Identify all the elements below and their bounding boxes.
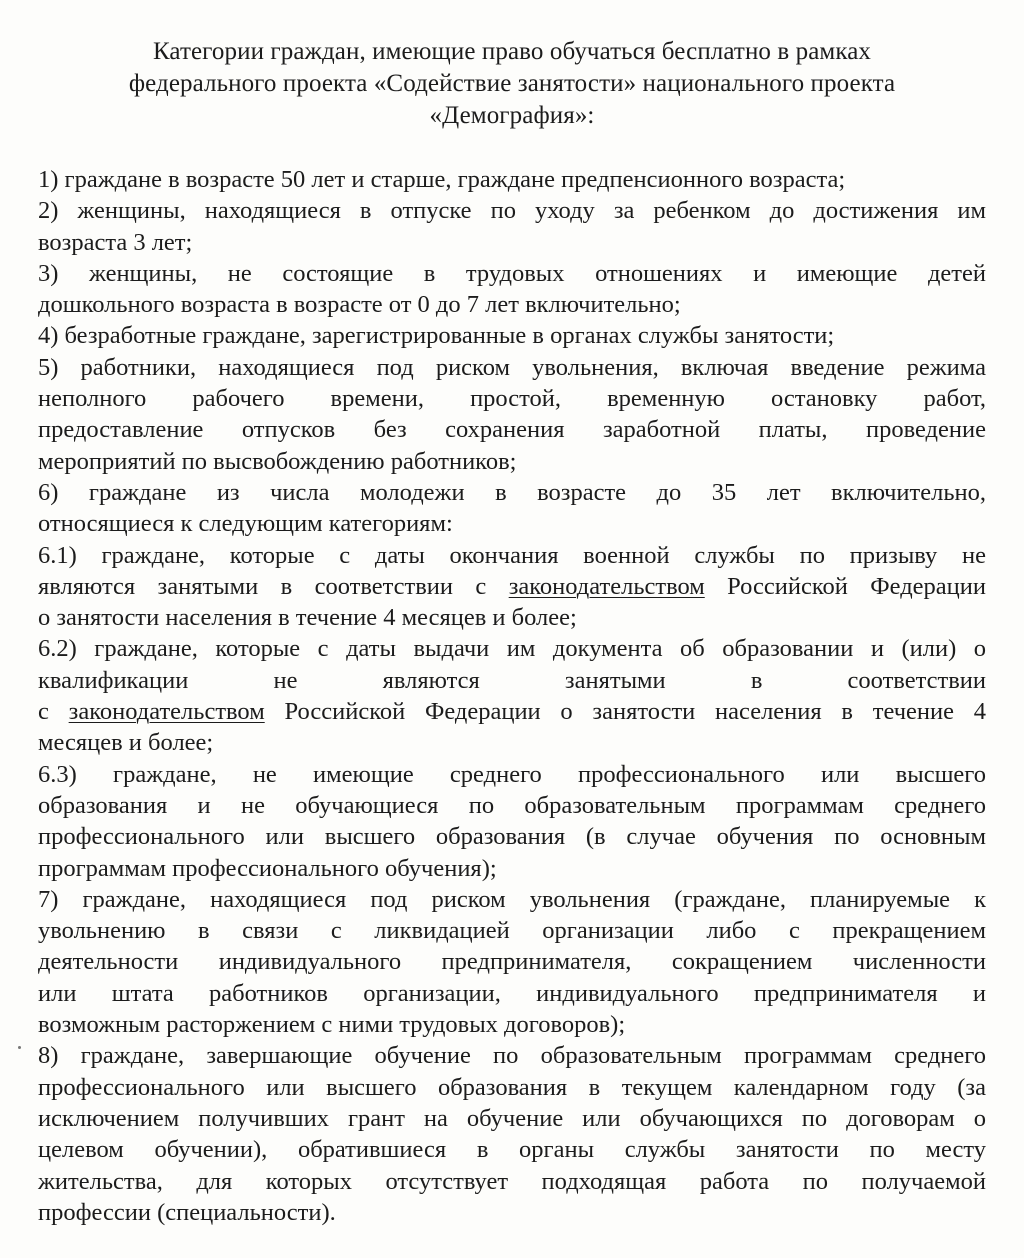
text-line: профессионального или высшего образования (в случае обучения по основным — [38, 823, 986, 851]
text-line — [38, 571, 986, 602]
list-item-4 — [38, 320, 986, 351]
list-item-8 — [38, 1040, 986, 1228]
text-segment: с — [38, 698, 69, 726]
list-item-7 — [38, 884, 986, 1040]
text-line: 1) граждане в возрасте 50 лет и старше, граждане предпенсионного возраста; — [38, 166, 846, 193]
text-line: 7) граждане, находящиеся под риском увольнения (граждане, планируемые к — [38, 885, 986, 913]
list-item-5 — [38, 352, 986, 477]
text-line: профессии (специальности). — [38, 1198, 336, 1226]
document-title — [60, 36, 964, 132]
text-line: жительства, для которых отсутствует подходящая работа по получаемой — [38, 1167, 986, 1195]
text-line: образования и не обучающиеся по образовательным программам среднего — [38, 791, 986, 819]
title-line: «Демография»: — [429, 102, 595, 129]
title-line: Категории граждан, имеющие право обучаться бесплатно в рамках — [152, 38, 872, 65]
text-line: 3) женщины, не состоящие в трудовых отношениях и имеющие детей — [38, 259, 986, 287]
text-line: 6) граждане из числа молодежи в возрасте до 35 лет включительно, — [38, 478, 986, 506]
text-line: 6.2) граждане, которые с даты выдачи им документа об образовании и (или) о — [38, 635, 986, 663]
text-line: дошкольного возраста в возрасте от 0 до 7 лет включительно; — [38, 291, 681, 319]
text-line: целевом обучении), обратившиеся в органы службы занятости по месту — [38, 1136, 986, 1164]
scan-speck — [18, 1046, 21, 1049]
text-line: возможным расторжением с ними трудовых договоров); — [38, 1011, 626, 1039]
text-line: 4) безработные граждане, зарегистрированные в органах службы занятости; — [38, 322, 835, 350]
legislation-link[interactable]: законодательством — [68, 698, 265, 726]
text-line: 5) работники, находящиеся под риском увольнения, включая введение режима — [38, 353, 986, 381]
text-segment: Российской Федерации — [704, 572, 986, 600]
text-line: увольнению в связи с ликвидацией организации либо с прекращением — [38, 917, 986, 945]
text-line: квалификации не являются занятыми в соответствии — [38, 666, 986, 694]
title-line: федерального проекта «Содействие занятости» национального проекта — [128, 70, 896, 97]
text-line: программам профессионального обучения); — [38, 854, 497, 882]
text-line: 6.1) граждане, которые с даты окончания военной службы по призыву не — [38, 541, 986, 569]
text-line: неполного рабочего времени, простой, временную остановку работ, — [38, 385, 986, 413]
document-body — [38, 164, 986, 1228]
text-line: профессионального или высшего образования в текущем календарном году (за — [38, 1073, 986, 1101]
text-line: относящиеся к следующим категориям: — [38, 510, 453, 538]
text-line: 8) граждане, завершающие обучение по образовательным программам среднего — [38, 1042, 986, 1070]
text-line: мероприятий по высвобождению работников; — [38, 447, 517, 475]
text-line: деятельности индивидуального предпринимателя, сокращением численности — [38, 948, 986, 976]
list-item-2 — [38, 195, 986, 258]
text-line: возраста 3 лет; — [38, 228, 193, 256]
text-line: исключением получивших грант на обучение или обучающихся по договорам о — [38, 1104, 986, 1132]
text-segment: Российской Федерации о занятости населения в течение 4 — [264, 698, 987, 726]
text-line: о занятости населения в течение 4 месяцев и более; — [38, 604, 577, 632]
list-item-6 — [38, 477, 986, 540]
text-line — [38, 696, 986, 727]
text-line: 6.3) граждане, не имеющие среднего профессионального или высшего — [38, 760, 986, 788]
list-item-6-2 — [38, 633, 986, 758]
list-item-6-1 — [38, 540, 986, 634]
text-line: 2) женщины, находящиеся в отпуске по уходу за ребенком до достижения им — [38, 197, 986, 225]
list-item-1 — [38, 164, 986, 195]
list-item-3 — [38, 258, 986, 321]
text-segment: являются занятыми в соответствии с — [38, 572, 509, 600]
list-item-6-3 — [38, 759, 986, 884]
text-line: или штата работников организации, индивидуального предпринимателя и — [38, 979, 986, 1007]
text-line: предоставление отпусков без сохранения заработной платы, проведение — [38, 416, 986, 444]
legislation-link[interactable]: законодательством — [508, 572, 705, 600]
text-line: месяцев и более; — [38, 729, 214, 757]
